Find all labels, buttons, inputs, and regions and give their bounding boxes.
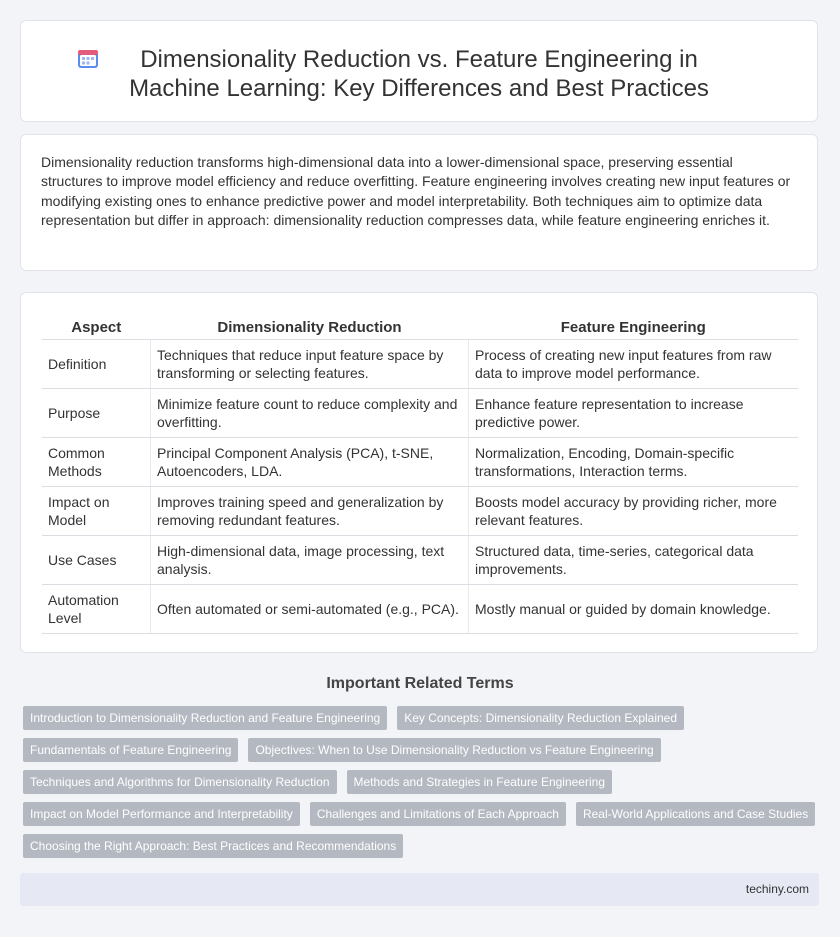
cell-dimensionality-reduction: Often automated or semi-automated (e.g., PCA). <box>151 585 469 634</box>
cell-aspect: Impact on Model <box>42 487 151 536</box>
cell-aspect: Use Cases <box>42 536 151 585</box>
related-term-tag[interactable]: Techniques and Algorithms for Dimensionality Reduction <box>23 770 337 794</box>
cell-feature-engineering: Mostly manual or guided by domain knowledge. <box>469 585 799 634</box>
related-term-tag[interactable]: Impact on Model Performance and Interpretability <box>23 802 300 826</box>
comparison-table <box>42 316 798 634</box>
related-term-tag[interactable]: Fundamentals of Feature Engineering <box>23 738 238 762</box>
table-header-row <box>42 316 798 340</box>
table-row <box>42 487 798 536</box>
intro-paragraph: Dimensionality reduction transforms high-dimensional data into a lower-dimensional space, preserving essential structures to improve model efficiency and reduce overfitting. Feature engineering involves creating new input features or modifying existing ones to enhance predictive power and model interpretability. Both techniques aim to optimize data representation but differ in approach: dimensionality reduction compresses data, while feature engineering enriches it. <box>41 154 791 229</box>
cell-dimensionality-reduction: Minimize feature count to reduce complexity and overfitting. <box>151 389 469 438</box>
cell-aspect: Purpose <box>42 389 151 438</box>
related-terms-list <box>23 706 823 858</box>
cell-dimensionality-reduction: Techniques that reduce input feature space by transforming or selecting features. <box>151 340 469 389</box>
cell-feature-engineering: Structured data, time-series, categorical data improvements. <box>469 536 799 585</box>
cell-feature-engineering: Enhance feature representation to increase predictive power. <box>469 389 799 438</box>
table-row <box>42 536 798 585</box>
header-aspect: Aspect <box>42 316 151 340</box>
intro-card <box>20 134 818 271</box>
cell-dimensionality-reduction: Improves training speed and generalization by removing redundant features. <box>151 487 469 536</box>
cell-feature-engineering: Boosts model accuracy by providing richer, more relevant features. <box>469 487 799 536</box>
cell-feature-engineering: Normalization, Encoding, Domain-specific transformations, Interaction terms. <box>469 438 799 487</box>
table-row <box>42 438 798 487</box>
title-card <box>20 20 818 122</box>
related-term-tag[interactable]: Introduction to Dimensionality Reduction and Feature Engineering <box>23 706 387 730</box>
header-feature-engineering: Feature Engineering <box>469 316 799 340</box>
cell-aspect: Definition <box>42 340 151 389</box>
related-term-tag[interactable]: Methods and Strategies in Feature Engineering <box>347 770 613 794</box>
footer <box>20 873 819 906</box>
cell-aspect: Automation Level <box>42 585 151 634</box>
table-row <box>42 340 798 389</box>
comparison-table-card <box>20 292 818 653</box>
related-term-tag[interactable]: Choosing the Right Approach: Best Practices and Recommendations <box>23 834 403 858</box>
table-row <box>42 585 798 634</box>
site-link[interactable]: techiny.com <box>745 882 809 896</box>
related-term-tag[interactable]: Challenges and Limitations of Each Approach <box>310 802 566 826</box>
table-row <box>42 389 798 438</box>
related-terms-heading: Important Related Terms <box>326 675 514 692</box>
cell-dimensionality-reduction: Principal Component Analysis (PCA), t-SNE, Autoencoders, LDA. <box>151 438 469 487</box>
related-term-tag[interactable]: Objectives: When to Use Dimensionality Reduction vs Feature Engineering <box>248 738 660 762</box>
related-term-tag[interactable]: Key Concepts: Dimensionality Reduction Explained <box>397 706 684 730</box>
cell-aspect: Common Methods <box>42 438 151 487</box>
related-term-tag[interactable]: Real-World Applications and Case Studies <box>576 802 815 826</box>
cell-feature-engineering: Process of creating new input features from raw data to improve model performance. <box>469 340 799 389</box>
page-title: Dimensionality Reduction vs. Feature Engineering in Machine Learning: Key Differences and Best Practices <box>129 46 709 102</box>
header-dimensionality-reduction: Dimensionality Reduction <box>151 316 469 340</box>
cell-dimensionality-reduction: High-dimensional data, image processing, text analysis. <box>151 536 469 585</box>
